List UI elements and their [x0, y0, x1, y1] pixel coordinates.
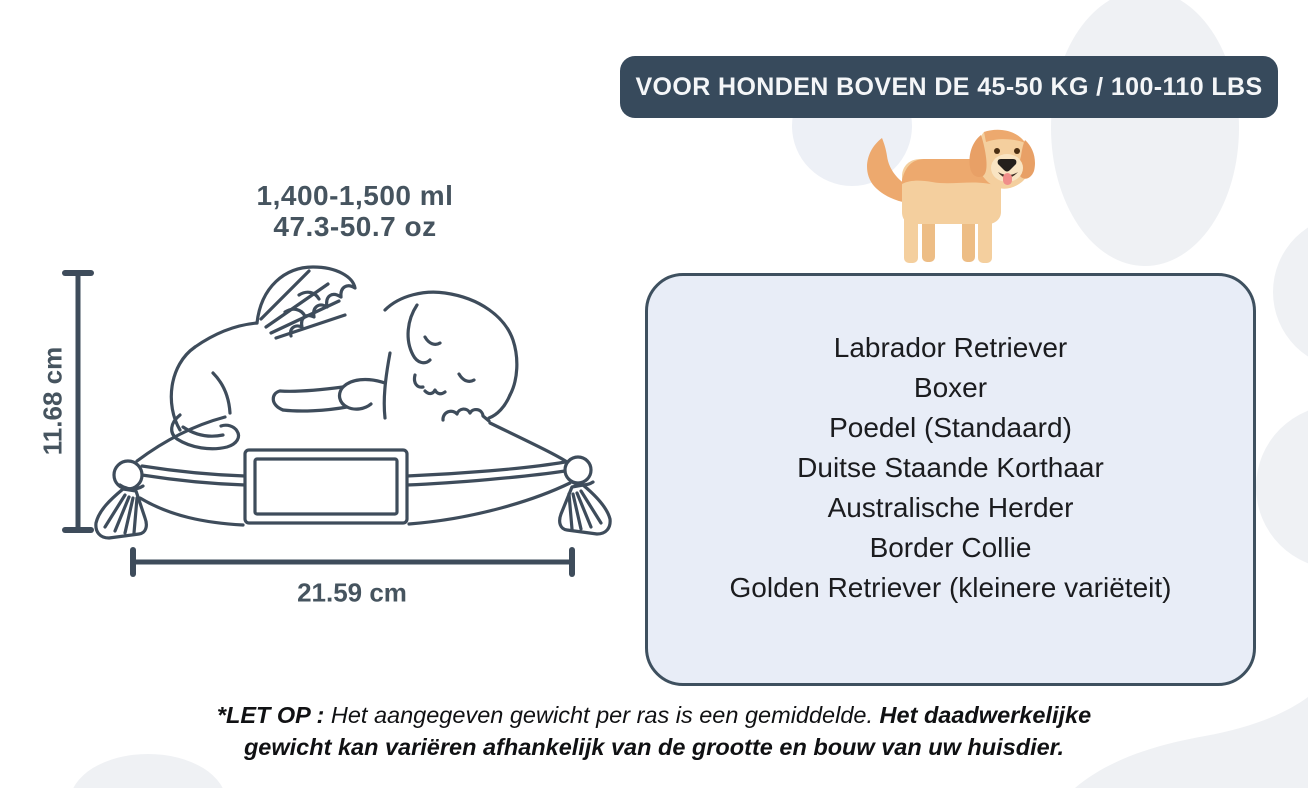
breed-item: Border Collie	[869, 532, 1032, 563]
note-prefix: *LET OP :	[216, 702, 325, 728]
breed-item: Golden Retriever (kleinere variëteit)	[729, 572, 1172, 603]
breed-item: Duitse Staande Korthaar	[797, 452, 1104, 483]
weight-range-label: VOOR HONDEN BOVEN DE 45-50 KG / 100-110 LBS	[635, 72, 1263, 101]
breed-item: Labrador Retriever	[833, 332, 1068, 363]
disclaimer-note	[0, 700, 1308, 763]
note-emphasis: Het daadwerkelijke gewicht kan variëren afhankelijk van de grootte en bouw van uw huisdier.	[243, 702, 1092, 760]
height-dimension-label: 11.68 cm	[37, 346, 68, 456]
width-dimension-label: 21.59 cm	[297, 577, 407, 608]
capacity-oz: 47.3-50.7 oz	[273, 211, 437, 242]
breed-item: Poedel (Standaard)	[829, 412, 1072, 443]
capacity-ml: 1,400-1,500 ml	[256, 180, 454, 211]
breed-item: Boxer	[913, 372, 988, 403]
breed-list	[648, 328, 1253, 608]
breed-item: Australische Herder	[827, 492, 1074, 523]
breed-list-box	[645, 273, 1256, 686]
note-middle: Het aangegeven gewicht per ras is een gemiddelde.	[330, 702, 874, 728]
